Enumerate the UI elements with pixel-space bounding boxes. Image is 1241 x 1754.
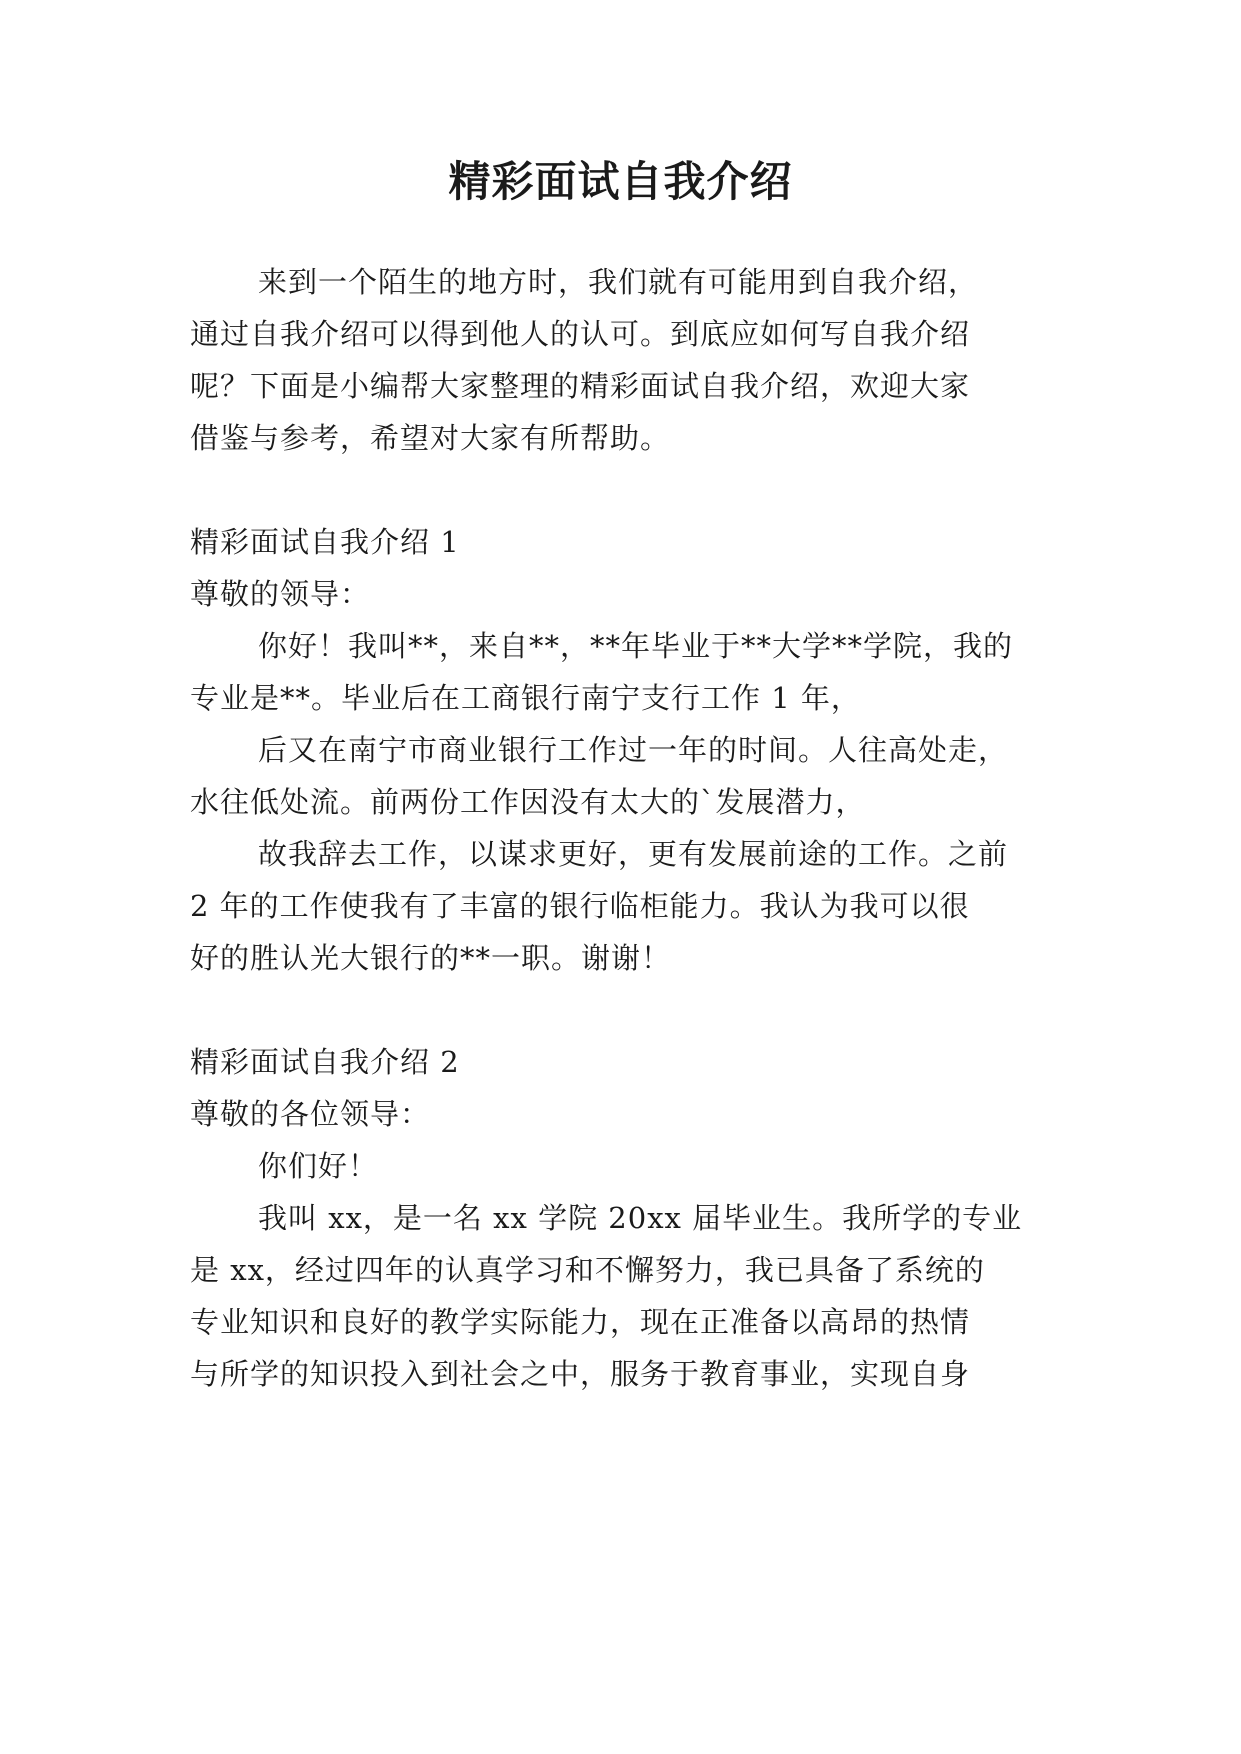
body-line: 与所学的知识投入到社会之中，服务于教育事业，实现自身 bbox=[190, 1357, 971, 1391]
document-title: 精彩面试自我介绍 bbox=[448, 157, 793, 206]
body-line: 故我辞去工作，以谋求更好，更有发展前途的工作。之前 bbox=[258, 837, 1009, 871]
body-line: 后又在南宁市商业银行工作过一年的时间。人往高处走， bbox=[258, 733, 1009, 767]
body-line: 2 年的工作使我有了丰富的银行临柜能力。我认为我可以很 bbox=[190, 889, 970, 923]
intro-line: 通过自我介绍可以得到他人的认可。到底应如何写自我介绍 bbox=[190, 317, 971, 351]
intro-line: 借鉴与参考，希望对大家有所帮助。 bbox=[190, 421, 671, 455]
intro-line: 来到一个陌生的地方时，我们就有可能用到自我介绍， bbox=[258, 265, 979, 299]
body-line: 是 xx，经过四年的认真学习和不懈努力，我已具备了系统的 bbox=[190, 1253, 985, 1287]
salutation: 尊敬的领导： bbox=[190, 577, 371, 611]
body-line: 我叫 xx，是一名 xx 学院 20xx 届毕业生。我所学的专业 bbox=[258, 1201, 1023, 1235]
section-heading: 精彩面试自我介绍 1 bbox=[190, 525, 460, 559]
body-line: 专业知识和良好的教学实际能力，现在正准备以高昂的热情 bbox=[190, 1305, 971, 1339]
section-heading: 精彩面试自我介绍 2 bbox=[190, 1045, 460, 1079]
intro-line: 呢？下面是小编帮大家整理的精彩面试自我介绍，欢迎大家 bbox=[190, 369, 971, 403]
body-line: 水往低处流。前两份工作因没有太大的`发展潜力， bbox=[190, 785, 866, 819]
body-line: 专业是**。毕业后在工商银行南宁支行工作 1 年， bbox=[190, 681, 861, 715]
greeting: 你们好！ bbox=[258, 1149, 379, 1183]
salutation: 尊敬的各位领导： bbox=[190, 1097, 431, 1131]
body-line: 好的胜认光大银行的**一职。谢谢！ bbox=[190, 941, 672, 975]
body-line: 你好！我叫**，来自**，**年毕业于**大学**学院，我的 bbox=[258, 629, 1014, 663]
